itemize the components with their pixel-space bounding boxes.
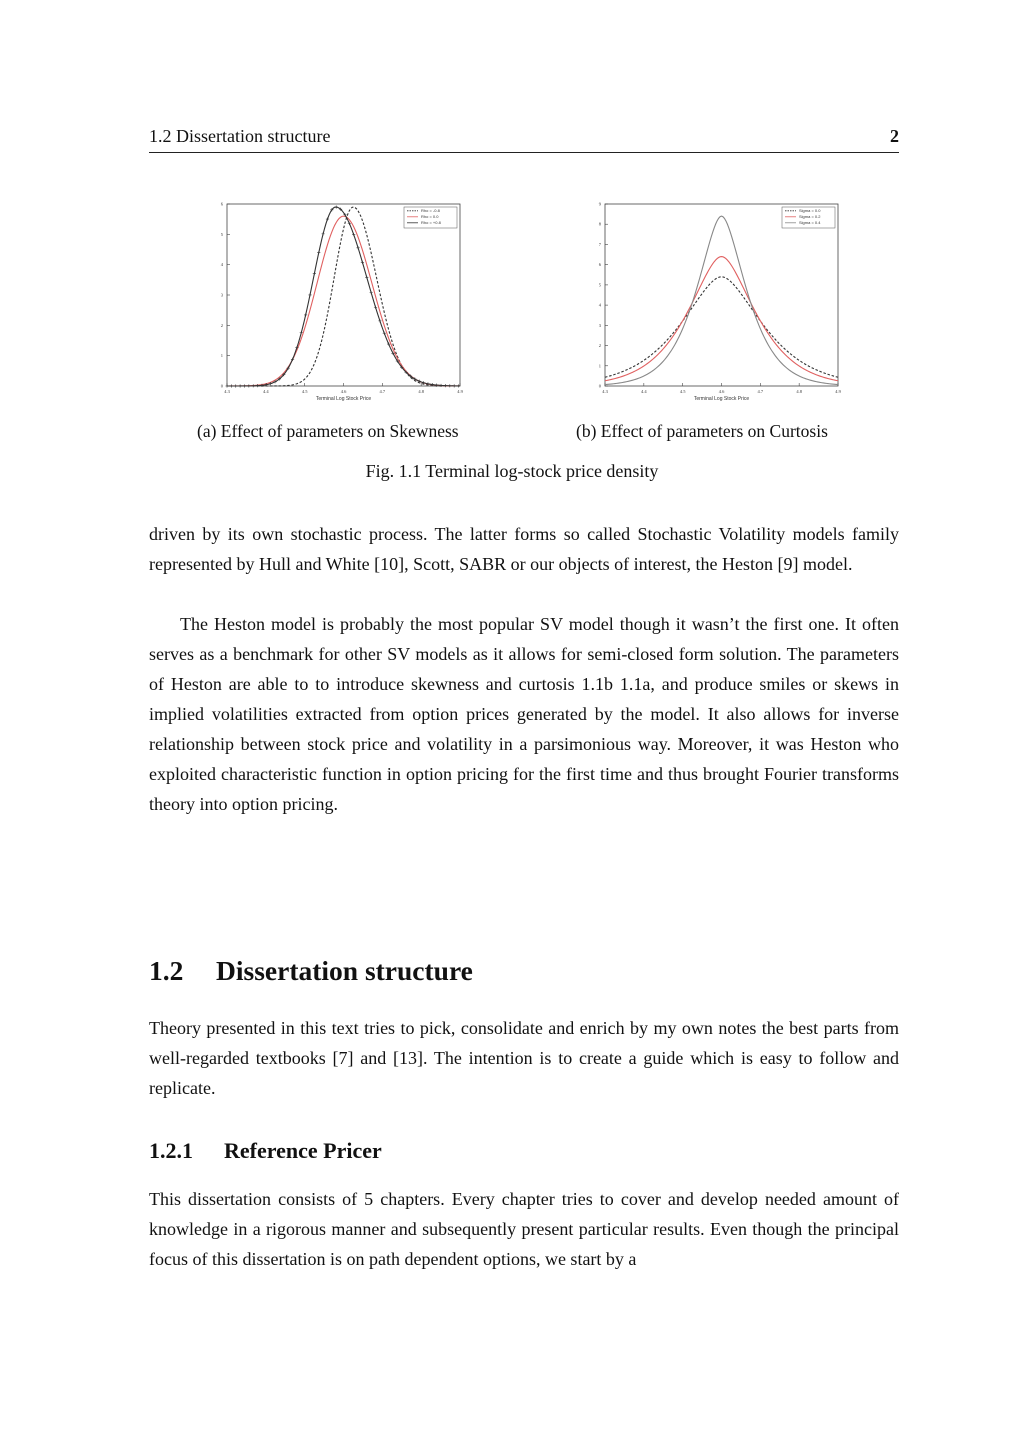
y-tick-label: 4 [598,302,601,308]
x-tick-label: 4.8 [796,389,802,394]
subsection-heading [149,1138,382,1164]
x-tick-label: 4.9 [457,389,463,394]
legend-entry: Sigma = 0.2 [799,214,821,219]
legend-entry: Sigma = 0.4 [799,220,821,225]
figure-skewness [200,193,470,408]
x-tick-label: 4.6 [340,389,347,394]
legend-entry: Rho = 0.0 [421,214,439,219]
subsection-number: 1.2.1 [149,1138,193,1163]
y-tick-label: 3 [220,292,223,298]
chart-legend [404,207,457,228]
legend-entry: Rho = +0.8 [421,220,441,225]
x-tick-label: 4.8 [418,389,424,394]
x-tick-label: 4.4 [263,389,269,394]
section-title: Dissertation structure [216,955,473,986]
subcaption-a: (a) Effect of parameters on Skewness [197,421,459,441]
paragraph-3: Theory presented in this text tries to pick, consolidate and enrich by my own notes the best parts from well-regarded textbooks [7] and [13]. The intention is to create a guide which is easy to follow and replicate. [149,1018,899,1098]
paragraph-2: The Heston model is probably the most popular SV model though it wasn’t the first one. It often serves as a benchmark for other SV models as it allows for semi-closed form solution. The parameters of Heston are able to to introduce skewness and curtosis 1.1b 1.1a, and produce smiles or skews in implied volatilities extracted from option prices generated by the model. It also allows for inverse relationship between stock price and volatility in a parsimonious way. Moreover, it was Heston who exploited characteristic function in option pricing for the first time and thus brought Fourier transforms theory into option pricing. [149,614,899,814]
running-head [149,124,899,153]
chart-legend [782,207,835,228]
paragraph-4: This dissertation consists of 5 chapters. Every chapter tries to cover and develop needed amount of knowledge in a rigorous manner and subsequently present particular results. Even though the principal focus of this dissertation is on path dependent options, we start by a [149,1189,899,1269]
page-number: 2 [890,126,899,146]
x-axis-label: Terminal Log Stock Price [315,396,372,402]
skewness-chart [200,193,470,408]
x-tick-label: 4.3 [224,389,230,394]
y-tick-label: 1 [598,363,601,369]
y-tick-label: 2 [598,343,601,349]
y-tick-label: 6 [598,262,601,268]
figure-curtosis [578,193,848,408]
legend-entry: Rho = -0.8 [421,208,440,213]
subsection-title: Reference Pricer [224,1138,382,1163]
y-tick-label: 3 [598,322,601,328]
x-tick-label: 4.4 [641,389,647,394]
legend-entry: Sigma = 0.0 [799,208,821,213]
x-tick-label: 4.5 [301,389,308,394]
y-tick-label: 6 [220,201,223,207]
figure-caption: Fig. 1.1 Terminal log-stock price density [365,461,659,481]
section-heading [149,955,473,987]
running-head-section: 1.2 Dissertation structure [149,126,331,146]
x-tick-label: 4.7 [379,389,386,394]
x-tick-label: 4.3 [602,389,608,394]
y-tick-label: 0 [220,383,223,389]
y-tick-label: 8 [598,221,601,227]
x-axis-label: Terminal Log Stock Price [693,396,750,402]
x-tick-label: 4.9 [835,389,841,394]
y-tick-label: 0 [598,383,601,389]
y-tick-label: 5 [220,231,223,237]
y-tick-label: 1 [220,353,223,359]
x-tick-label: 4.5 [679,389,686,394]
x-tick-label: 4.6 [718,389,725,394]
y-tick-label: 5 [598,282,601,288]
section-number: 1.2 [149,955,184,986]
y-tick-label: 4 [220,262,223,268]
y-tick-label: 2 [220,322,223,328]
y-tick-label: 7 [598,241,601,247]
x-tick-label: 4.7 [757,389,764,394]
plot-frame [605,204,838,386]
curtosis-chart [578,193,848,408]
subcaption-b: (b) Effect of parameters on Curtosis [576,421,828,441]
paragraph-1: driven by its own stochastic process. The latter forms so called Stochastic Volatility models family represented by Hull and White [10], Scott, SABR or our objects of interest, the Heston [9] model. [149,524,899,574]
y-tick-label: 9 [598,201,601,207]
